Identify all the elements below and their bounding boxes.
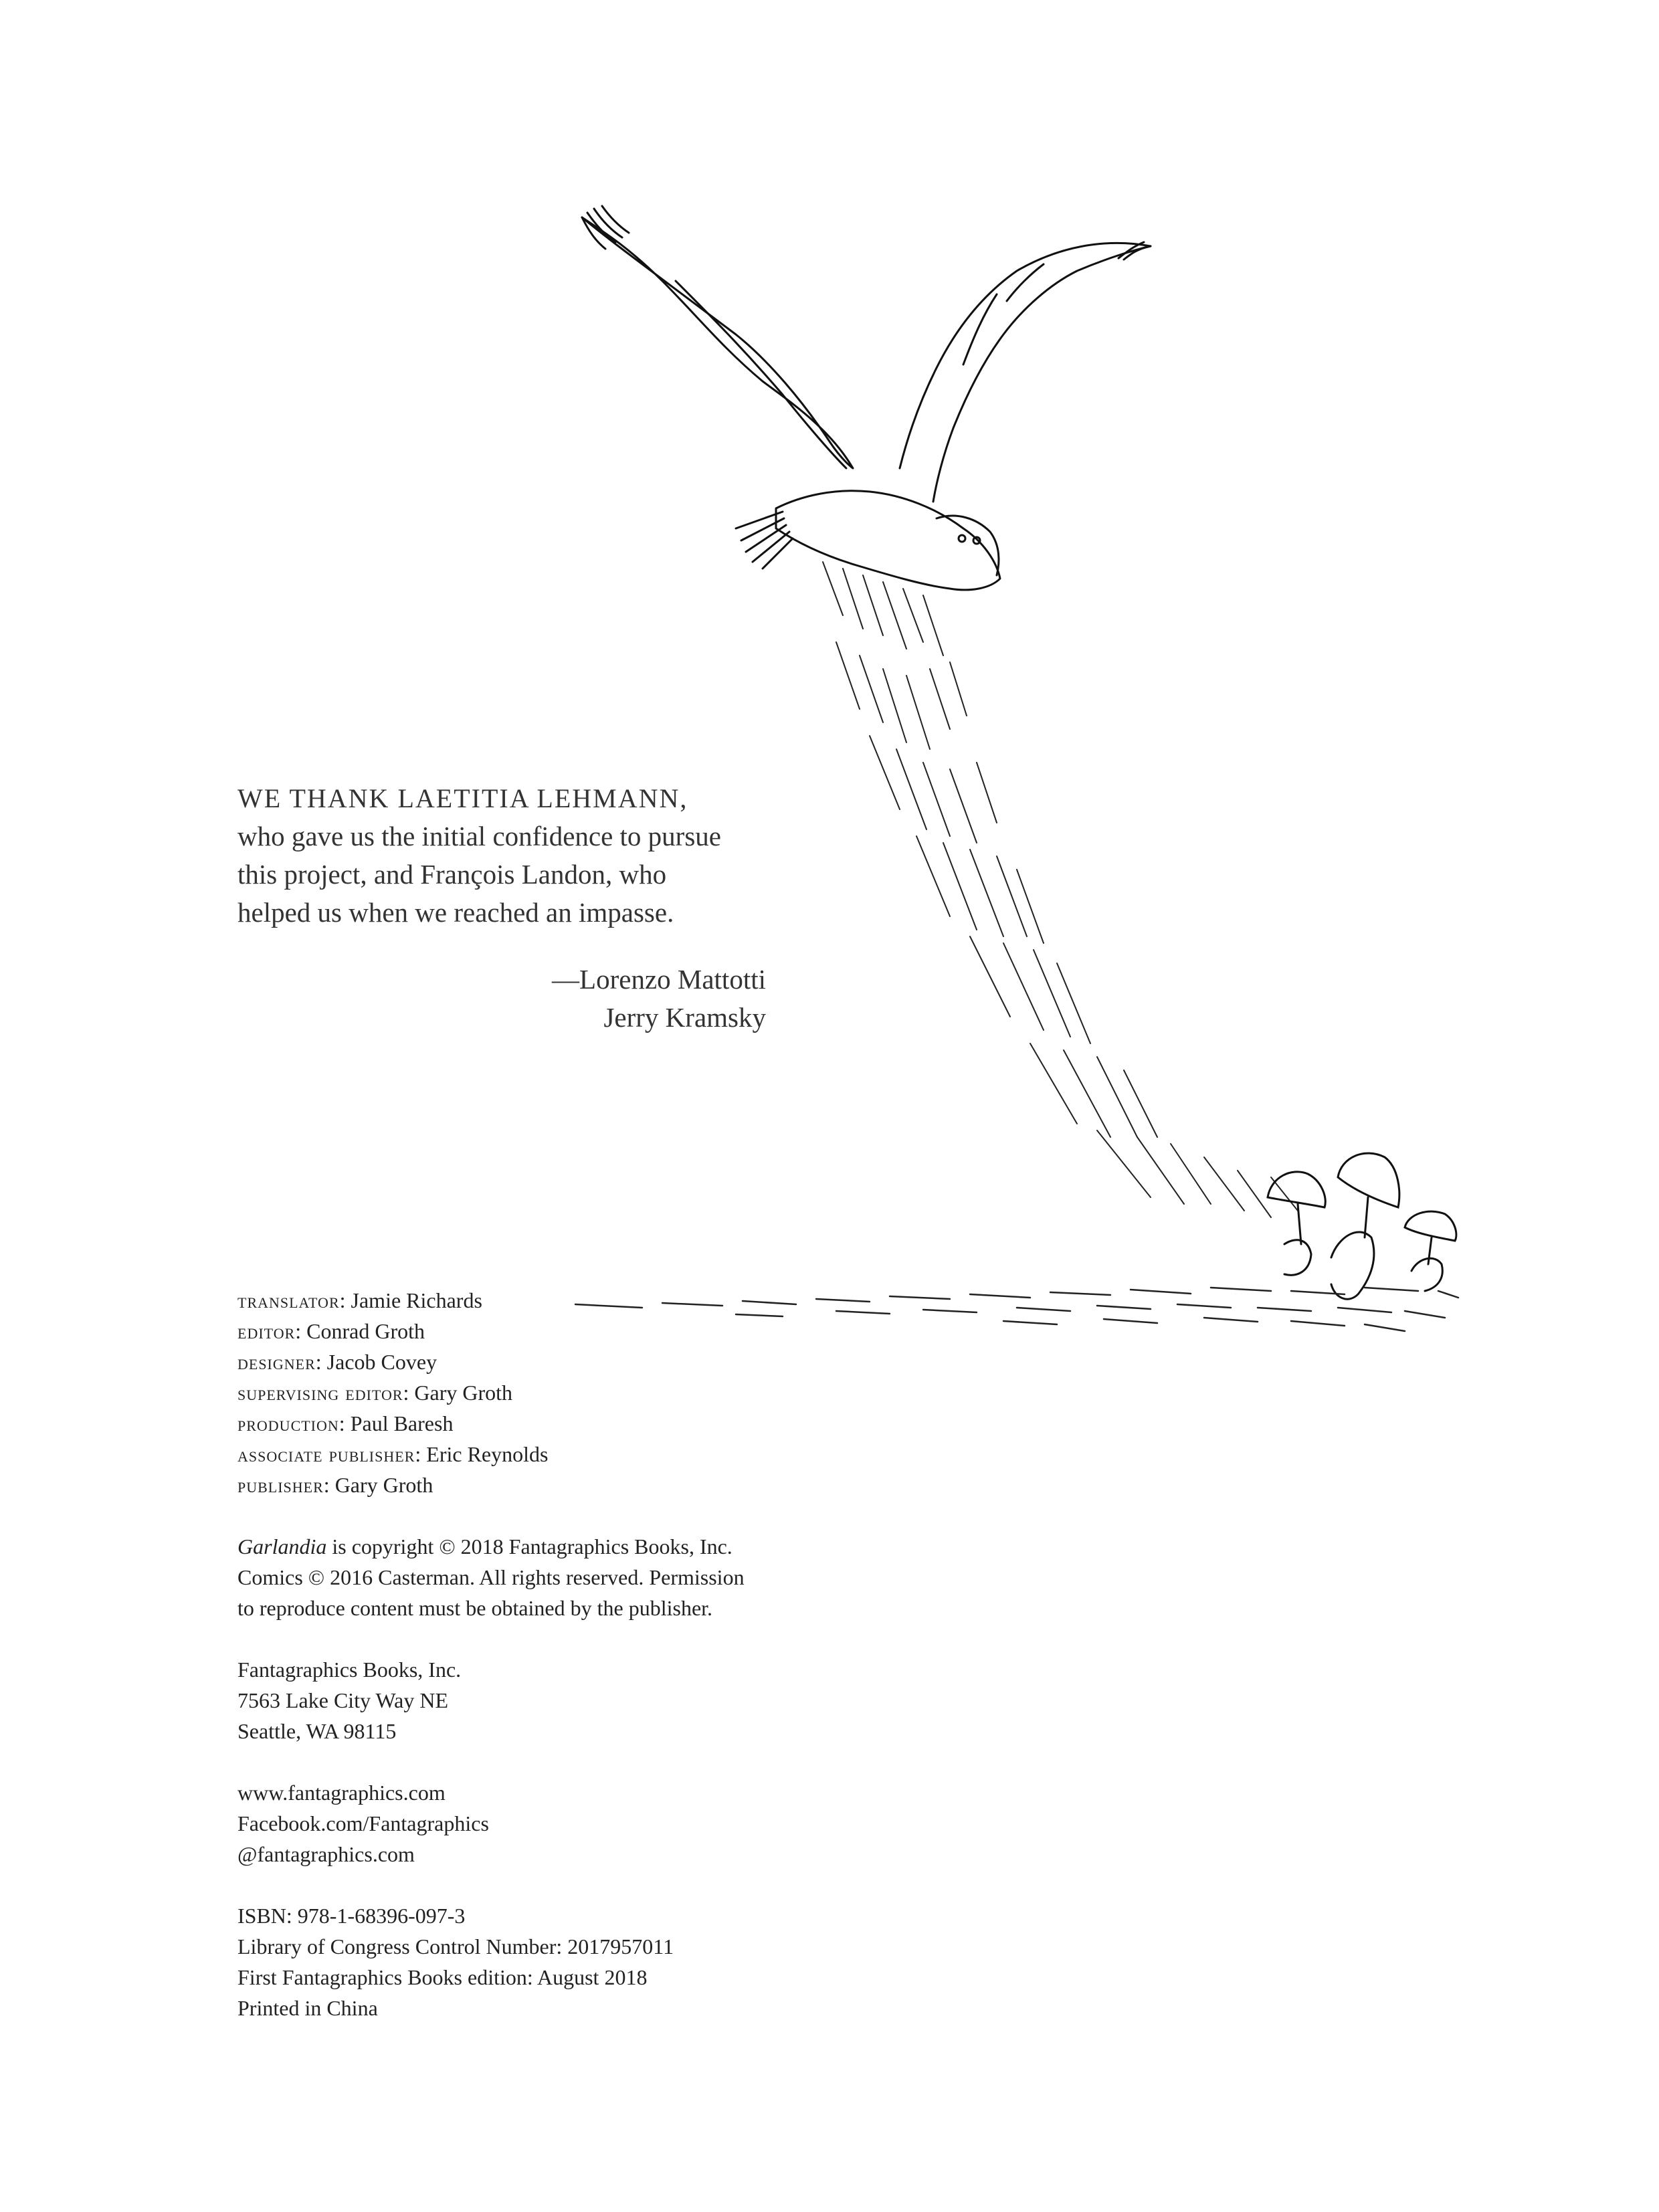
edition: First Fantagraphics Books edition: August 2018 (237, 1965, 648, 1989)
credit-role: production (237, 1411, 339, 1435)
credits-list (237, 1285, 548, 1500)
credit-row: translator: Jamie Richards (237, 1288, 482, 1312)
credit-name: Eric Reynolds (426, 1442, 549, 1466)
umbrella-icon (1268, 1172, 1325, 1207)
social-handle[interactable]: @fantagraphics.com (237, 1842, 415, 1866)
credit-name: Gary Groth (414, 1381, 513, 1405)
water-surface (575, 1288, 1458, 1331)
lccn: Library of Congress Control Number: 2017957011 (237, 1934, 674, 1958)
web-links (237, 1777, 489, 1870)
acknowledgment-line: who gave us the initial confidence to pursue (237, 821, 721, 851)
address-line: 7563 Lake City Way NE (237, 1688, 448, 1712)
credit-row: publisher: Gary Groth (237, 1473, 433, 1497)
bird-body (776, 491, 1000, 590)
credit-row: associate publisher: Eric Reynolds (237, 1442, 549, 1466)
credit-name: Gary Groth (334, 1473, 433, 1497)
signer-name: Jerry Kramsky (603, 1002, 766, 1033)
printed-in: Printed in China (237, 1996, 378, 2020)
acknowledgment-line: this project, and François Landon, who (237, 859, 667, 890)
signer-name: —Lorenzo Mattotti (552, 964, 766, 995)
credit-role: editor (237, 1319, 296, 1343)
credit-role: supervising editor (237, 1381, 403, 1405)
credit-name: Jamie Richards (351, 1288, 482, 1312)
copyright-line: Comics © 2016 Casterman. All rights reserved. Permission (237, 1565, 745, 1589)
acknowledgment-line: helped us when we reached an impasse. (237, 897, 674, 928)
copyright-notice (237, 1531, 745, 1623)
bird-right-wing (900, 243, 1151, 502)
credit-role: translator (237, 1288, 340, 1312)
credit-row: production: Paul Baresh (237, 1411, 454, 1435)
rain-streaks (823, 562, 1298, 1217)
address-line: Seattle, WA 98115 (237, 1719, 397, 1743)
credit-name: Conrad Groth (306, 1319, 425, 1343)
website-link[interactable]: www.fantagraphics.com (237, 1781, 446, 1805)
credit-name: Jacob Covey (326, 1350, 437, 1374)
copyright-line: to reproduce content must be obtained by the publisher. (237, 1596, 713, 1620)
isbn: ISBN: 978-1-68396-097-3 (237, 1904, 466, 1928)
facebook-link[interactable]: Facebook.com/Fantagraphics (237, 1811, 489, 1835)
copyright-line (237, 1531, 745, 1562)
acknowledgment-signers (237, 961, 766, 1037)
publication-info (237, 1900, 674, 2023)
credit-row: supervising editor: Gary Groth (237, 1381, 513, 1405)
credit-name: Paul Baresh (350, 1411, 454, 1435)
acknowledgment-lead: WE THANK LAETITIA LEHMANN, (237, 783, 688, 813)
book-title: Garlandia (237, 1534, 327, 1559)
credit-role: publisher (237, 1473, 324, 1497)
copyright-text: is copyright © 2018 Fantagraphics Books, Inc. (326, 1534, 733, 1559)
credit-role: associate publisher (237, 1442, 415, 1466)
umbrella-figures (1268, 1153, 1456, 1299)
credit-row: editor: Conrad Groth (237, 1319, 425, 1343)
address-line: Fantagraphics Books, Inc. (237, 1657, 462, 1682)
publisher-address (237, 1654, 461, 1746)
credit-role: designer (237, 1350, 316, 1374)
credit-row: designer: Jacob Covey (237, 1350, 437, 1374)
acknowledgment (237, 779, 840, 932)
bird-head (937, 516, 999, 575)
umbrella-icon (1405, 1211, 1456, 1241)
